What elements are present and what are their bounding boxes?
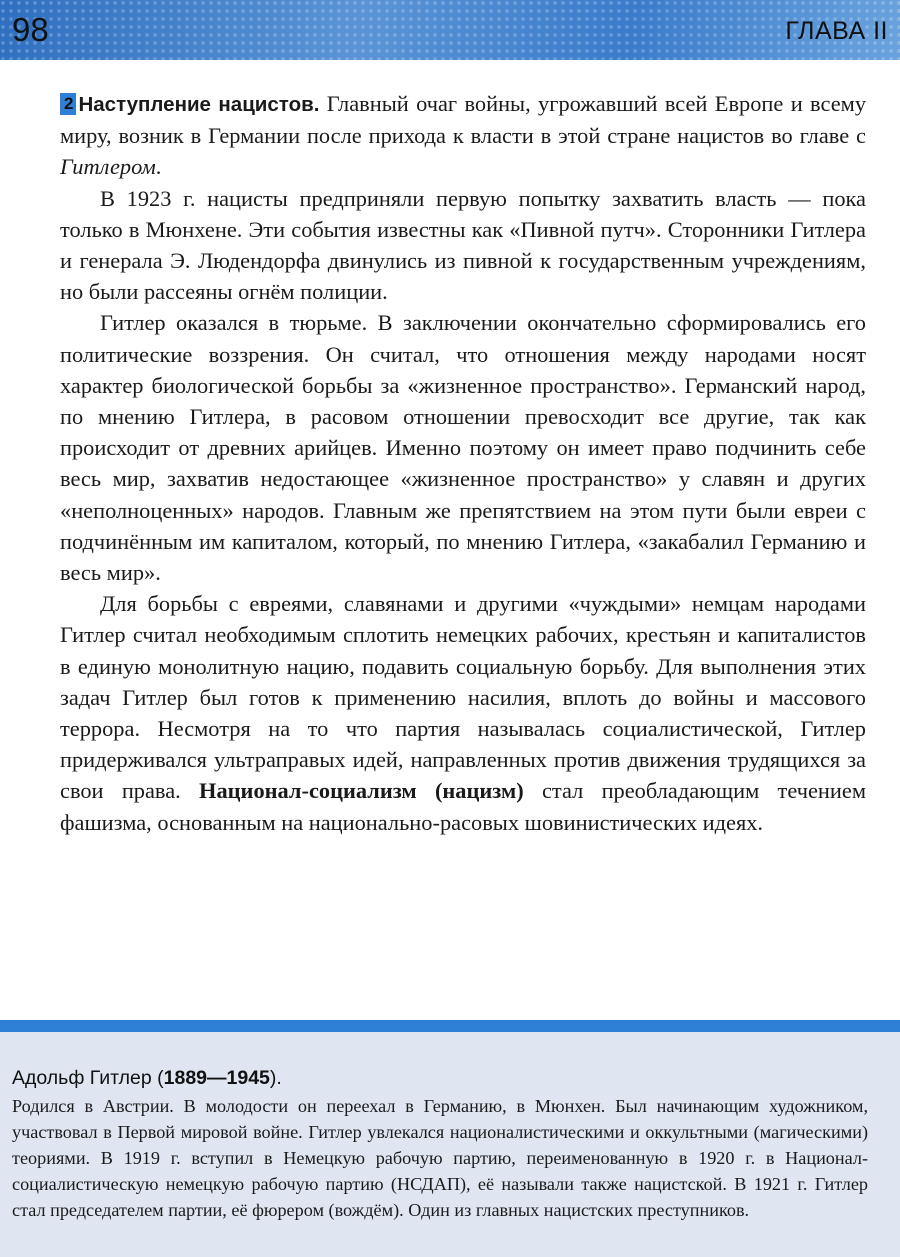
paragraph-1-end: . [155,154,162,180]
footnote-text: Родился в Австрии. В молодости он переехал в Германию, в Мюнхен. Был начинающим художником, участвовал в Первой мировой войне. Гитлер увлекался националистическими и оккультными (магическими) теориями. В 1919 г. вступил в Немецкую рабочую партию, переименованную в 1920 г. в Национал-социалистическую немецкую рабочую партию (НСДАП), её называли также нацистской. В 1921 г. Гитлер стал председателем партии, её фюрером (вождём). Один из главных нацистских преступников. [12,1096,868,1220]
footnote-name: Адольф Гитлер ( [12,1067,164,1089]
footnote-divider [0,1020,900,1032]
paragraph-1-text: Главный очаг войны, угрожавший всей Европе и всему миру, возник в Германии после прихода к власти в этой стране нацистов во главе с [60,91,867,149]
paragraph-1-italic: Гитлером [60,154,156,180]
footnote-title [12,1065,282,1091]
chapter-label: ГЛАВА II [785,17,888,45]
page-number: 98 [12,11,49,48]
footnote-name-end: ). [269,1067,282,1089]
footnote-years: 1889—1945 [163,1067,270,1089]
term-national-socialism: Национал-социализм (нацизм) [199,778,524,804]
paragraph-2: В 1923 г. нацисты предприняли первую попытку захватить власть — пока только в Мюнхене. Эти события известны как «Пивной путч». Сторонники Гитлера и генерала Э. Людендорфа двинулись из пивной к государственным учреждениям, но были рассеяны огнём полиции. [60,185,866,305]
paragraph-4-text: Для борьбы с евреями, славянами и другими «чуждыми» немцам народами Гитлер считал необходимым сплотить немецких рабочих, крестьян и капиталистов в единую монолитную нацию, подавить социальную борьбу. Для выполнения этих задач Гитлер был готов к применению насилия, вплоть до войны и массового террора. Несмотря на то что партия называлась социалистической, Гитлер придерживался ультраправых идей, направленных против движения трудящихся за свои права. [60,591,866,804]
paragraph-1 [60,88,866,183]
main-text [60,88,866,838]
paragraph-4-end: стал преобладающим течением фашизма, основанным на национально-расовых шовинистических идеях. [60,778,866,835]
paragraph-3: Гитлер оказался в тюрьме. В заключении окончательно сформировались его политические воззрения. Он считал, что отношения между народами носят характер биологической борьбы за «жизненное пространство». Германский народ, по мнению Гитлера, в расовом отношении превосходит все другие, так как происходит от древних арийцев. Именно поэтому он имеет право подчинить себе весь мир, захватив недостающее «жизненное пространство» у славян и других «неполноценных» народов. Главным же препятствием на этом пути были евреи с подчинённым им капиталом, который, по мнению Гитлера, «закабалил Германию и весь мир». [60,310,866,586]
paragraph-4 [60,588,866,838]
section-number-badge: 2 [60,93,76,115]
page-header [0,0,900,60]
section-title: Наступление нацистов. [78,93,320,116]
